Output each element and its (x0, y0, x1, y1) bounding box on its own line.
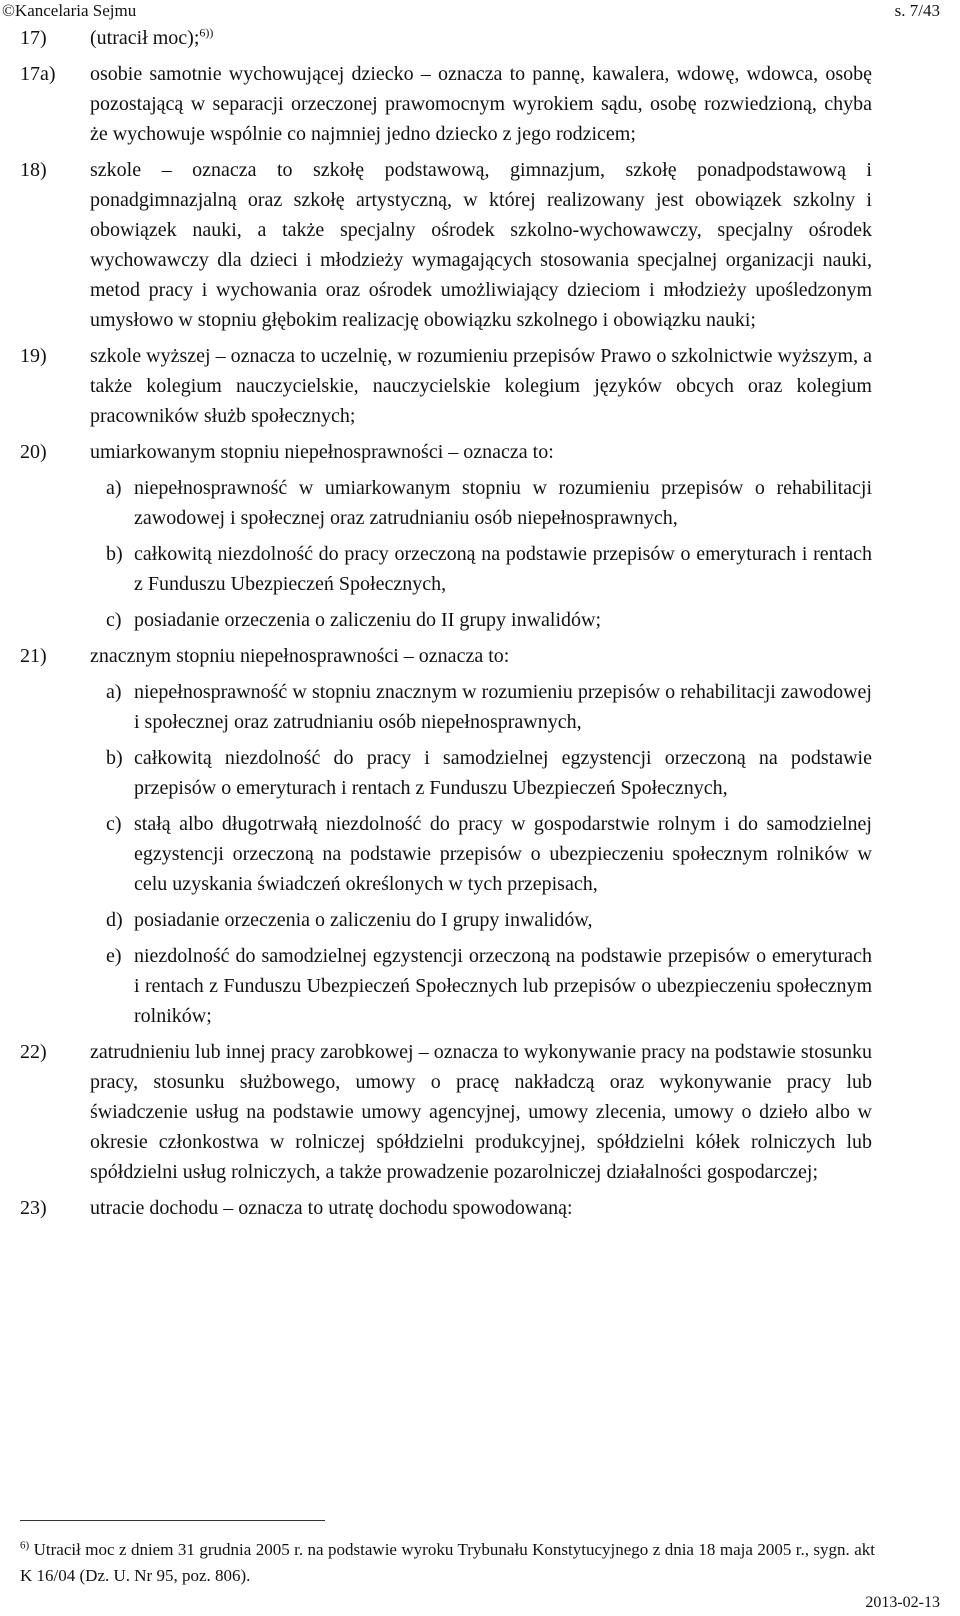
sub-text: niepełnosprawność w umiarkowanym stopniu w rozumieniu przepisów o rehabilitacji zawodowej i społecznej oraz zatrudnianiu osób niepełnosprawnych, (134, 477, 872, 529)
item-text: osobie samotnie wychowującej dziecko – oznacza to pannę, kawalera, wdowę, wdowca, osobę pozostającą w separacji orzeczonej prawomocnym wyrokiem sądu, osobę rozwiedzioną, chyba że wychowuje wspólnie co najmniej jedno dziecko z jego rodzicem; (90, 63, 872, 145)
sub-letter: c) (106, 609, 122, 631)
sub-text: posiadanie orzeczenia o zaliczeniu do I grupy inwalidów, (134, 909, 593, 931)
item-number: 17) (20, 27, 47, 49)
item-20-sub-a (20, 473, 872, 533)
item-text: zatrudnieniu lub innej pracy zarobkowej – oznacza to wykonywanie pracy na podstawie stosunku pracy, stosunku służbowego, umowy o pracę nakładczą oraz wykonywanie pracy lub świadczenie usług na podstawie umowy agencyjnej, umowy zlecenia, umowy o dzieło albo w okresie członkostwa w rolniczej spółdzielni produkcyjnej, spółdzielni kółek rolniczych lub spółdzielni usług rolniczych, a także prowadzenie pozarolniczej działalności gospodarczej; (90, 1041, 872, 1183)
item-23 (20, 1193, 872, 1223)
footnote (20, 1537, 875, 1589)
sub-letter: a) (106, 477, 122, 499)
item-21-sub-e (20, 941, 872, 1031)
item-number: 19) (20, 345, 47, 367)
sub-letter: c) (106, 813, 122, 835)
item-20 (20, 437, 872, 467)
item-22 (20, 1037, 872, 1187)
item-21-sub-b (20, 743, 872, 803)
sub-text: posiadanie orzeczenia o zaliczeniu do II grupy inwalidów; (134, 609, 602, 631)
sub-text: niepełnosprawność w stopniu znacznym w rozumieniu przepisów o rehabilitacji zawodowej i społecznej oraz zatrudnianiu osób niepełnosprawnych, (134, 681, 872, 733)
item-text: znacznym stopniu niepełnosprawności – oznacza to: (90, 645, 510, 667)
item-number: 21) (20, 645, 47, 667)
footer-date: 2013-02-13 (865, 1594, 940, 1611)
sub-letter: e) (106, 945, 122, 967)
item-number: 23) (20, 1197, 47, 1219)
item-21-sub-d (20, 905, 872, 935)
copyright-header: ©Kancelaria Sejmu (2, 1, 137, 20)
footnote-text: Utracił moc z dniem 31 grudnia 2005 r. na podstawie wyroku Trybunału Konstytucyjnego z dnia 18 maja 2005 r., sygn. akt K 16/04 (Dz. U. Nr 95, poz. 806). (20, 1540, 876, 1585)
sub-text: całkowitą niezdolność do pracy i samodzielnej egzystencji orzeczoną na podstawie przepisów o emeryturach i rentach z Funduszu Ubezpieczeń Społecznych, (134, 747, 872, 799)
document-body (20, 23, 876, 1585)
item-number: 22) (20, 1041, 47, 1063)
item-text: umiarkowanym stopniu niepełnosprawności – oznacza to: (90, 441, 554, 463)
item-17 (20, 23, 872, 53)
sub-text: całkowitą niezdolność do pracy orzeczoną na podstawie przepisów o emeryturach i rentach z Funduszu Ubezpieczeń Społecznych, (134, 543, 872, 595)
footnote-marker: 6) (20, 1539, 30, 1552)
item-number: 17a) (20, 63, 56, 85)
item-number: 18) (20, 159, 47, 181)
item-21-sub-c (20, 809, 872, 899)
footnote-divider (20, 1520, 325, 1521)
sub-letter: d) (106, 909, 123, 931)
page-number: s. 7/43 (894, 1, 940, 20)
sub-text: stałą albo długotrwałą niezdolność do pracy w gospodarstwie rolnym i do samodzielnej egzystencji orzeczoną na podstawie przepisów o ubezpieczeniu społecznym rolników w celu uzyskania świadczeń określonych w tych przepisach, (134, 813, 872, 895)
item-text: (utracił moc); (90, 27, 200, 49)
item-19 (20, 341, 872, 431)
item-20-sub-c (20, 605, 872, 635)
sub-text: niezdolność do samodzielnej egzystencji orzeczoną na podstawie przepisów o emeryturach i rentach z Funduszu Ubezpieczeń Społecznych lub przepisów o ubezpieczeniu społecznym rolników; (134, 945, 872, 1027)
item-17a (20, 59, 872, 149)
item-21-sub-a (20, 677, 872, 737)
item-text: szkole – oznacza to szkołę podstawową, gimnazjum, szkołę ponadpodstawową i ponadgimnazjalną oraz szkołę artystyczną, w której realizowany jest obowiązek szkolny i obowiązek nauki, a także specjalny ośrodek szkolno-wychowawczy, specjalny ośrodek wychowawczy dla dzieci i młodzieży wymagających stosowania specjalnej organizacji nauki, metod pracy i wychowania oraz ośrodek umożliwiający dzieciom i młodzieży upośledzonym umysłowo w stopniu głębokim realizację obowiązku szkolnego i obowiązku nauki; (90, 159, 872, 331)
item-number: 20) (20, 441, 47, 463)
footnote-reference[interactable]: 6)) (199, 25, 214, 40)
sub-letter: b) (106, 543, 123, 565)
item-text: utracie dochodu – oznacza to utratę dochodu spowodowaną: (90, 1197, 573, 1219)
item-20-sub-b (20, 539, 872, 599)
sub-letter: a) (106, 681, 122, 703)
item-text: szkole wyższej – oznacza to uczelnię, w rozumieniu przepisów Prawo o szkolnictwie wyższym, a także kolegium nauczycielskie, nauczycielskie kolegium języków obcych oraz kolegium pracowników służb społecznych; (90, 345, 872, 427)
item-18 (20, 155, 872, 335)
item-21 (20, 641, 872, 671)
sub-letter: b) (106, 747, 123, 769)
